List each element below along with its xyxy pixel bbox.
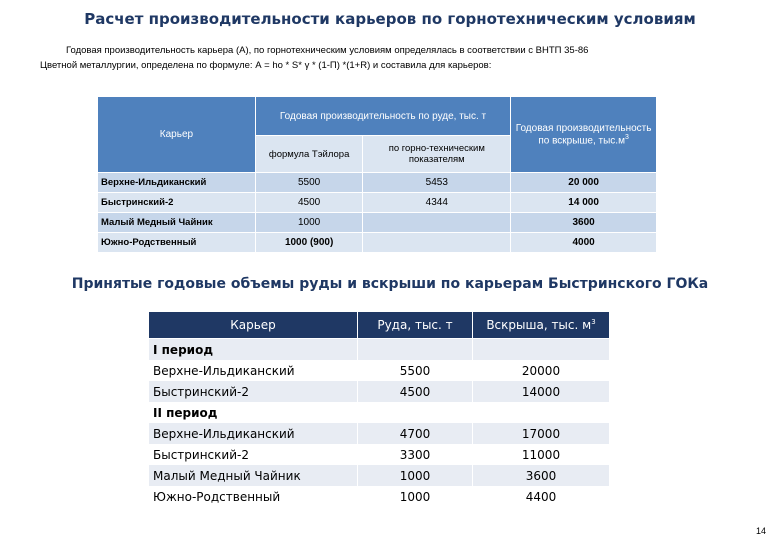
intro-text [40,43,760,73]
table-row [98,173,657,193]
page-title: Расчет производительности карьеров по горнотехническим условиям [84,10,696,28]
cell-stripping: 3600 [511,213,657,233]
cell-mining [363,213,511,233]
cell-ore: 4700 [358,423,473,444]
col-header-kariyer: Карьер [98,97,256,173]
row-name: I период [149,339,358,361]
cell-stripping: 17000 [473,423,610,444]
page-number: 14 [755,526,766,536]
table-row [149,360,610,381]
period-row [149,402,610,423]
cell-ore: 3300 [358,444,473,465]
cell-ore: 4500 [358,381,473,402]
col-header-kariyer: Карьер [149,312,358,339]
cell-taylor: 4500 [255,193,363,213]
table-row [149,423,610,444]
cell-stripping [473,402,610,423]
row-name: Быстринский-2 [149,381,358,402]
row-name: Быстринский-2 [98,193,256,213]
cell-taylor: 1000 [255,213,363,233]
row-name: Южно-Родственный [98,233,256,253]
cell-stripping: 11000 [473,444,610,465]
row-name: Малый Медный Чайник [98,213,256,233]
cell-taylor: 1000 (900) [255,233,363,253]
cell-stripping [473,339,610,361]
intro-line-2: Цветной металлургии, определена по формуле: А = hо * S* γ * (1-П) *(1+R) и составила для карьеров: [40,60,492,71]
table-row [149,486,610,507]
col-header-stripping: Годовая производительность по вскрыше, $тыс.м^3$ [511,97,657,173]
cell-stripping: 14000 [473,381,610,402]
period-row [149,339,610,361]
cell-mining: 5453 [363,173,511,193]
col-header-taylor: формула Тэйлора [255,136,363,173]
cell-ore [358,339,473,361]
section-subtitle: Принятые годовые объемы руды и вскрыши по карьерам Быстринского ГОКа [71,276,709,292]
cell-ore: 1000 [358,465,473,486]
row-name: II период [149,402,358,423]
row-name: Верхне-Ильдиканский [149,360,358,381]
table-row [149,465,610,486]
col-header-ore: Руда, тыс. т [358,312,473,339]
row-name: Верхне-Ильдиканский [98,173,256,193]
cell-taylor: 5500 [255,173,363,193]
col-header-ore: Годовая производительность по руде, тыс. т [255,97,510,136]
col-header-stripping: Вскрыша, тыс. $м^3$ [473,312,610,339]
cell-stripping: 4400 [473,486,610,507]
cell-ore: 1000 [358,486,473,507]
cell-ore: 5500 [358,360,473,381]
capacity-table [97,96,657,253]
row-name: Быстринский-2 [149,444,358,465]
cell-mining [363,233,511,253]
cell-stripping: 3600 [473,465,610,486]
table-row [98,213,657,233]
row-name: Южно-Родственный [149,486,358,507]
cell-stripping: 4000 [511,233,657,253]
intro-line-1: Годовая производительность карьера (А), по горнотехническим условиям определялась в соответствии с ВНТП 35-86 [66,45,589,56]
table-row [149,444,610,465]
table-row [98,193,657,213]
row-name: Верхне-Ильдиканский [149,423,358,444]
cell-stripping: 14 000 [511,193,657,213]
table-row [98,233,657,253]
row-name: Малый Медный Чайник [149,465,358,486]
col-header-mining: по горно-техническим показателям [363,136,511,173]
cell-stripping: 20000 [473,360,610,381]
cell-stripping: 20 000 [511,173,657,193]
cell-mining: 4344 [363,193,511,213]
accepted-volumes-table [148,311,610,507]
cell-ore [358,402,473,423]
table-row [149,381,610,402]
